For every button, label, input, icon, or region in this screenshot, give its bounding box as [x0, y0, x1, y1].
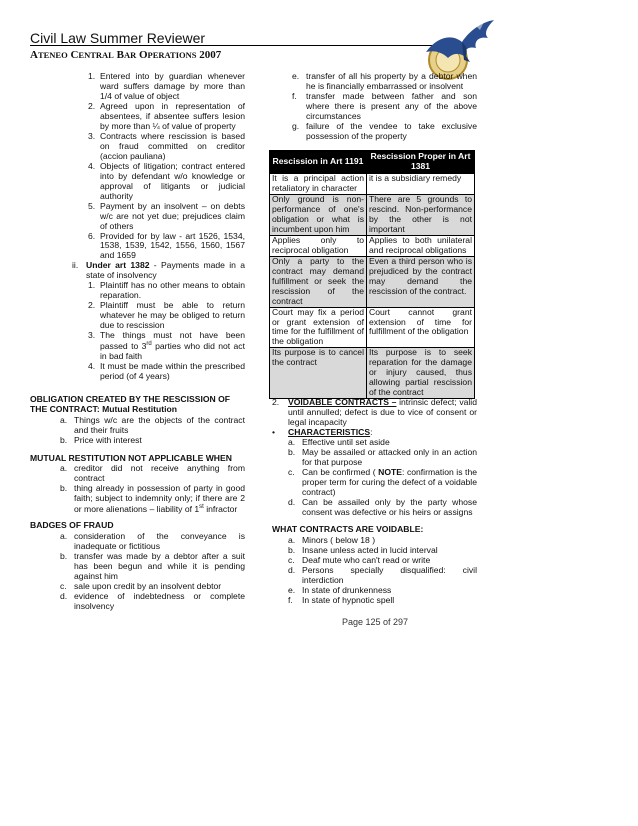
list-item: b. transfer was made by a debtor after a suit has been begun and while it is pending against him: [60, 550, 245, 581]
list-item: b. Insane unless acted in lucid interval: [288, 544, 438, 555]
list-item: c. Deaf mute who can't read or write: [288, 554, 431, 565]
list-item: c. sale upon credit by an insolvent debtor: [60, 580, 222, 591]
list-item: 2. Agreed upon in representation of absentees, if absentee suffers lesion by more than ¼ of value of property: [88, 100, 245, 131]
list-item: 1. Entered into by guardian whenever ward suffers damage by more than 1/4 of value of object: [88, 71, 245, 101]
list-item: b. thing already in possession of party in good faith; subject to indemnity only; if there are 2 or more alienations – liability of 1st infractor: [60, 482, 245, 514]
table-cell: Its purpose is to cancel the contract: [270, 348, 367, 399]
document-title: Civil Law Summer Reviewer: [30, 30, 206, 46]
list-item: f. transfer made between father and son where there is present any of the above circumstances: [292, 90, 477, 121]
list-item: ii. Under art 1382 - Payments made in a state of insolvency: [72, 260, 245, 281]
rescission-comparison-table: [269, 150, 475, 399]
list-item: d. Persons specially disqualified: civil interdiction: [288, 564, 477, 585]
list-item: e. transfer of all his property by a debtor when he is financially embarrassed or insolvent: [292, 71, 477, 91]
table-row: [270, 235, 475, 256]
table-row: [270, 173, 475, 194]
oblig-list: [40, 416, 245, 446]
table-header-row: [270, 151, 475, 174]
badges-list: [40, 532, 245, 612]
list-item: 5. Payment by an insolvent – on debts w/c are not yet due; prejudices claim of others: [88, 200, 245, 231]
table-cell: Applies only to reciprocal obligation: [270, 235, 367, 256]
list-item: 2. Plaintiff must be able to return whatever he may be obliged to return due to rescission: [88, 300, 245, 331]
list-item: a. consideration of the conveyance is inadequate or fictitious: [60, 531, 245, 551]
list-item: 4. It must be made within the prescribed period (of 4 years): [88, 360, 245, 381]
list-item: e. In state of drunkenness: [288, 584, 392, 595]
list-item: b. May be assailed or attacked only in an action for that purpose: [288, 446, 477, 467]
list-item: c. Can be confirmed ( NOTE: confirmation is the proper term for curing the defect of a voidable contract): [288, 466, 478, 497]
bullet-icon: •: [272, 426, 276, 437]
left-column: [40, 72, 245, 382]
list-item: 3. Contracts where rescission is based on fraud committed on creditor (accion pauliana): [88, 130, 245, 161]
list-item: b. Price with interest: [60, 434, 142, 445]
list-item: a. creditor did not receive anything from contract: [60, 463, 245, 483]
table-header-cell: Rescission in Art 1191: [270, 151, 367, 174]
list-item: f. In state of hypnotic spell: [288, 594, 395, 605]
list-item: 4. Objects of litigation; contract entered into by defendant w/o knowledge or approval of litigants or judicial authority: [88, 160, 245, 201]
list-item: 2. VOIDABLE CONTRACTS – intrinsic defect; valid until annulled; defect is due to vice of consent or legal incapacity: [272, 397, 477, 427]
list-item: d. evidence of indebtedness or complete insolvency: [60, 590, 245, 611]
voidable-section: [272, 398, 477, 518]
section-heading: OBLIGATION CREATED BY THE RESCISSION OF THE CONTRACT: Mutual Restitution: [30, 394, 231, 414]
list-item: 1. Plaintiff has no other means to obtain reparation.: [88, 280, 245, 301]
list-item: 3. The things must not have been passed to 3rd parties who did not act in bad faith: [88, 330, 245, 361]
list-item: a. Minors ( below 18 ): [288, 535, 376, 545]
list-item: 6. Provided for by law - art 1526, 1534, 1538, 1539, 1542, 1556, 1560, 1567 and 1659: [88, 230, 245, 261]
header-rule: [30, 45, 475, 46]
table-row: [270, 256, 475, 307]
voidable-label: VOIDABLE CONTRACTS –: [288, 397, 397, 407]
document-subtitle: ATENEO CENTRAL BAR OPERATIONS 2007: [30, 49, 222, 61]
table-cell: it is a subsidiary remedy: [367, 173, 475, 194]
table-header-cell: Rescission Proper in Art 1381: [367, 151, 475, 174]
table-cell: There are 5 grounds to rescind. Non-performance by the other is not important: [367, 194, 475, 235]
voidable-list: [272, 536, 477, 606]
list-item: d. Can be assailed only by the party whose consent was defective or his heirs or assigns: [288, 496, 477, 517]
section-heading: MUTUAL RESTITUTION NOT APPLICABLE WHEN: [30, 453, 232, 463]
list-item: a. Effective until set aside: [288, 436, 390, 447]
list-item: g. failure of the vendee to take exclusive possession of the property: [292, 120, 477, 141]
table-cell: It is a principal action retaliatory in character: [270, 173, 367, 194]
right-column: [272, 72, 477, 142]
list-item: a. Things w/c are the objects of the contract and their fruits: [60, 415, 245, 435]
section-heading: BADGES OF FRAUD: [30, 520, 114, 530]
table-cell: Court may fix a period or grant extension of time for the fulfillment of the obligation: [270, 307, 367, 348]
table-cell: Only ground is non-performance of one's obligation or what is incumbent upon him: [270, 194, 367, 235]
table-row: [270, 307, 475, 348]
table-cell: Even a third person who is prejudiced by the contract may demand the rescission of the contract.: [367, 256, 475, 307]
table-row: [270, 194, 475, 235]
table-row: [270, 348, 475, 399]
table-cell: Its purpose is to seek reparation for the damage or injury caused, thus allowing partial rescission of the contract: [367, 348, 475, 399]
table-cell: Only a party to the contract may demand fulfillment or seek the rescission of the contract: [270, 256, 367, 307]
mutual-list: [40, 464, 245, 515]
table-cell: Applies to both unilateral and reciprocal obligations: [367, 235, 475, 256]
page-number: Page 125 of 297: [342, 617, 409, 627]
list-item: • CHARACTERISTICS:: [272, 426, 373, 437]
table-cell: Court cannot grant extension of time for fulfillment of the obligation: [367, 307, 475, 348]
characteristics-label: CHARACTERISTICS: [288, 426, 371, 437]
section-heading: WHAT CONTRACTS ARE VOIDABLE:: [272, 524, 424, 534]
article-label: Under art 1382: [86, 260, 150, 271]
